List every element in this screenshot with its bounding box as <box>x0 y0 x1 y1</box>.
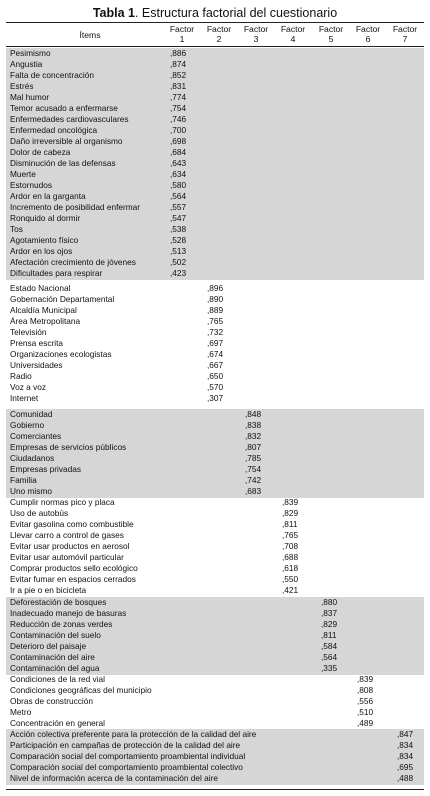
factor-loading-value: ,564 <box>170 191 187 201</box>
factor-loading-value: ,697 <box>207 338 224 348</box>
table-row <box>6 147 424 158</box>
factor-loading-value: ,811 <box>321 630 337 640</box>
table-row <box>6 224 424 235</box>
item-label: Evitar usar automóvil particular <box>10 552 124 562</box>
factor-loading-value: ,774 <box>170 92 187 102</box>
item-label: Contaminación del suelo <box>10 630 101 640</box>
item-label: Estrés <box>10 81 34 91</box>
factor-loading-value: ,785 <box>245 453 262 463</box>
factor-loading-value: ,557 <box>170 202 187 212</box>
item-label: Comerciantes <box>10 431 62 441</box>
factor-3-group <box>6 409 424 498</box>
factor-loading-value: ,829 <box>282 508 299 518</box>
column-header-factor-number: 5 <box>328 34 334 44</box>
factor-loading-value: ,831 <box>170 81 187 91</box>
factor-loading-value: ,837 <box>321 608 338 618</box>
table-row <box>6 268 424 279</box>
table-row <box>6 393 424 404</box>
factor-loading-value: ,564 <box>321 652 338 662</box>
item-label: Acción colectiva preferente para la protección de la calidad del aire <box>10 729 257 739</box>
column-header-items: Ítems <box>79 30 101 40</box>
factor-6-group <box>6 674 424 730</box>
item-label: Alcaldía Municipal <box>10 305 77 315</box>
column-header-factor-number: 4 <box>290 34 296 44</box>
factor-loading-value: ,688 <box>282 552 299 562</box>
table-row <box>6 762 424 773</box>
table-row <box>6 663 424 674</box>
item-label: Condiciones de la red vial <box>10 674 106 684</box>
item-label: Estornudos <box>10 180 52 190</box>
item-label: Comparación social del comportamiento proambiental individual <box>10 751 246 761</box>
factor-loading-value: ,667 <box>207 360 224 370</box>
table-row <box>6 136 424 147</box>
table-row <box>6 608 424 619</box>
column-header-factor-2 <box>199 24 239 44</box>
factor-loading-value: ,510 <box>357 707 374 717</box>
item-label: Televisión <box>10 327 47 337</box>
table-row <box>6 674 424 685</box>
table-title <box>0 6 430 20</box>
factor-loading-value: ,423 <box>170 268 187 278</box>
factor-loading-value: ,808 <box>357 685 374 695</box>
factor-loading-value: ,829 <box>321 619 338 629</box>
column-header-factor-label: Factor <box>355 24 381 34</box>
table-row <box>6 652 424 663</box>
table-row <box>6 696 424 707</box>
table-row <box>6 409 424 420</box>
table-bottom-rule <box>6 789 424 790</box>
item-label: Área Metropolitana <box>10 316 81 326</box>
table-row <box>6 751 424 762</box>
factor-loading-value: ,538 <box>170 224 187 234</box>
factor-loading-value: ,550 <box>282 574 299 584</box>
table-row <box>6 641 424 652</box>
table-row <box>6 48 424 59</box>
factor-loading-value: ,765 <box>207 316 224 326</box>
table-row <box>6 552 424 563</box>
item-label: Uso de autobús <box>10 508 69 518</box>
factor-loading-value: ,889 <box>207 305 224 315</box>
item-label: Enfermedad oncológica <box>10 125 98 135</box>
factor-loading-value: ,832 <box>245 431 262 441</box>
item-label: Ciudadanos <box>10 453 55 463</box>
item-label: Mal humor <box>10 92 50 102</box>
item-label: Afectación crecimiento de jóvenes <box>10 257 136 267</box>
item-label: Disminución de las defensas <box>10 158 116 168</box>
table-row <box>6 169 424 180</box>
table-row <box>6 360 424 371</box>
item-label: Comunidad <box>10 409 53 419</box>
item-label: Evitar fumar en espacios cerrados <box>10 574 136 584</box>
column-header-factor-label: Factor <box>392 24 418 34</box>
factor-loading-value: ,547 <box>170 213 187 223</box>
item-label: Ronquido al dormir <box>10 213 81 223</box>
item-label: Deforestación de bosques <box>10 597 107 607</box>
factor-loading-value: ,746 <box>170 114 187 124</box>
item-label: Enfermedades cardiovasculares <box>10 114 129 124</box>
item-label: Muerte <box>10 169 36 179</box>
table-row <box>6 574 424 585</box>
table-row <box>6 202 424 213</box>
table-row <box>6 191 424 202</box>
factor-loading-value: ,896 <box>207 283 224 293</box>
factor-loading-value: ,839 <box>357 674 374 684</box>
item-label: Nivel de información acerca de la contaminación del aire <box>10 773 218 783</box>
factor-loading-value: ,489 <box>357 718 374 728</box>
table-row <box>6 773 424 784</box>
header-top-rule <box>6 22 424 23</box>
item-label: Llevar carro a control de gases <box>10 530 124 540</box>
item-label: Evitar gasolina como combustible <box>10 519 134 529</box>
item-label: Contaminación del agua <box>10 663 100 673</box>
factor-loading-value: ,811 <box>282 519 298 529</box>
table-row <box>6 382 424 393</box>
header-bottom-rule <box>6 46 424 47</box>
factor-loading-value: ,650 <box>207 371 224 381</box>
table-row <box>6 519 424 530</box>
column-header-factor-label: Factor <box>169 24 195 34</box>
column-header-factor-number: 6 <box>365 34 371 44</box>
factor-5-group <box>6 597 424 675</box>
item-label: Voz a voz <box>10 382 46 392</box>
factor-loading-value: ,684 <box>170 147 187 157</box>
item-label: Falta de concentración <box>10 70 94 80</box>
table-row <box>6 338 424 349</box>
factor-loading-value: ,852 <box>170 70 187 80</box>
factor-2-group <box>6 283 424 405</box>
factor-loading-value: ,742 <box>245 475 262 485</box>
factor-loading-value: ,847 <box>397 729 414 739</box>
factor-loading-value: ,580 <box>170 180 187 190</box>
item-label: Dificultades para respirar <box>10 268 103 278</box>
item-label: Participación en campañas de protección de la calidad del aire <box>10 740 241 750</box>
item-label: Contaminación del aire <box>10 652 95 662</box>
table-row <box>6 294 424 305</box>
factor-loading-value: ,834 <box>397 740 414 750</box>
item-label: Concentración en general <box>10 718 106 728</box>
factor-loading-value: ,307 <box>207 393 224 403</box>
table-row <box>6 70 424 81</box>
item-label: Ardor en la garganta <box>10 191 86 201</box>
factor-loading-value: ,754 <box>245 464 262 474</box>
column-header-factor-3 <box>236 24 276 44</box>
factor-loading-value: ,834 <box>397 751 414 761</box>
item-label: Metro <box>10 707 32 717</box>
table-title-label: Tabla 1 <box>92 6 135 20</box>
table-row <box>6 453 424 464</box>
table-row <box>6 305 424 316</box>
table-row <box>6 257 424 268</box>
factor-loading-value: ,556 <box>357 696 374 706</box>
item-label: Prensa escrita <box>10 338 64 348</box>
table-row <box>6 213 424 224</box>
table-row <box>6 59 424 70</box>
factor-loading-value: ,874 <box>170 59 187 69</box>
factor-loading-value: ,732 <box>207 327 224 337</box>
factor-loading-value: ,683 <box>245 486 262 496</box>
table-row <box>6 508 424 519</box>
table-row <box>6 707 424 718</box>
table-row <box>6 420 424 431</box>
table-row <box>6 349 424 360</box>
table-row <box>6 619 424 630</box>
table-row <box>6 718 424 729</box>
factor-loading-value: ,807 <box>245 442 262 452</box>
column-header-factor-1 <box>162 24 202 44</box>
factor-loading-value: ,335 <box>321 663 338 673</box>
table-row <box>6 235 424 246</box>
factor-loading-value: ,674 <box>207 349 224 359</box>
table-row <box>6 316 424 327</box>
factor-loading-value: ,839 <box>282 497 299 507</box>
item-label: Cumplir normas pico y placa <box>10 497 115 507</box>
item-label: Deterioro del paisaje <box>10 641 87 651</box>
factor-loading-value: ,765 <box>282 530 299 540</box>
item-label: Inadecuado manejo de basuras <box>10 608 127 618</box>
item-label: Comprar productos sello ecológico <box>10 563 138 573</box>
factor-loading-value: ,880 <box>321 597 338 607</box>
factor-loading-value: ,700 <box>170 125 187 135</box>
factor-loading-value: ,890 <box>207 294 224 304</box>
factor-loading-value: ,584 <box>321 641 338 651</box>
table-row <box>6 597 424 608</box>
column-header-factor-number: 1 <box>179 34 185 44</box>
item-label: Uno mismo <box>10 486 52 496</box>
table-row <box>6 180 424 191</box>
item-label: Universidades <box>10 360 63 370</box>
table-row <box>6 442 424 453</box>
item-label: Internet <box>10 393 39 403</box>
factor-7-group <box>6 729 424 785</box>
item-label: Empresas privadas <box>10 464 82 474</box>
table-row <box>6 475 424 486</box>
table-row <box>6 740 424 751</box>
table-row <box>6 114 424 125</box>
factor-loading-value: ,754 <box>170 103 187 113</box>
column-header-factor-4 <box>273 24 313 44</box>
table-row <box>6 729 424 740</box>
item-label: Daño irreversible al organismo <box>10 136 123 146</box>
factor-loading-value: ,643 <box>170 158 187 168</box>
item-label: Condiciones geográficas del municipio <box>10 685 152 695</box>
table-row <box>6 464 424 475</box>
table-row <box>6 530 424 541</box>
factor-1-group <box>6 48 424 280</box>
item-label: Agotamiento físico <box>10 235 79 245</box>
item-label: Angustia <box>10 59 43 69</box>
column-header-factor-5 <box>311 24 351 44</box>
item-label: Organizaciones ecologistas <box>10 349 112 359</box>
column-header-factor-label: Factor <box>280 24 306 34</box>
table-title-text: . Estructura factorial del cuestionario <box>134 6 338 20</box>
item-label: Incremento de posibilidad enfermar <box>10 202 141 212</box>
table-row <box>6 630 424 641</box>
column-header-factor-6 <box>348 24 388 44</box>
table-row <box>6 158 424 169</box>
item-label: Empresas de servicios públicos <box>10 442 127 452</box>
factor-loading-value: ,634 <box>170 169 187 179</box>
table-row <box>6 246 424 257</box>
table-row <box>6 81 424 92</box>
column-header-factor-label: Factor <box>318 24 344 34</box>
table-row <box>6 486 424 497</box>
factor-loading-value: ,838 <box>245 420 262 430</box>
table-row <box>6 327 424 338</box>
table-row <box>6 541 424 552</box>
factor-loading-value: ,698 <box>170 136 187 146</box>
factor-loading-value: ,528 <box>170 235 187 245</box>
item-label: Familia <box>10 475 37 485</box>
item-label: Pesimismo <box>10 48 51 58</box>
factor-loading-value: ,848 <box>245 409 262 419</box>
item-label: Reducción de zonas verdes <box>10 619 113 629</box>
table-row <box>6 103 424 114</box>
column-header-factor-label: Factor <box>243 24 269 34</box>
item-label: Ir a pie o en bicicleta <box>10 585 87 595</box>
table-row <box>6 125 424 136</box>
factor-loading-value: ,570 <box>207 382 224 392</box>
table-row <box>6 431 424 442</box>
table-row <box>6 283 424 294</box>
factor-loading-value: ,695 <box>397 762 414 772</box>
item-label: Radio <box>10 371 32 381</box>
item-label: Estado Nacional <box>10 283 71 293</box>
column-header-factor-label: Factor <box>206 24 232 34</box>
item-label: Obras de construcción <box>10 696 94 706</box>
item-label: Temor acusado a enfermarse <box>10 103 118 113</box>
table-row <box>6 497 424 508</box>
item-label: Gobernación Departamental <box>10 294 115 304</box>
item-label: Tos <box>10 224 23 234</box>
factor-loading-value: ,421 <box>282 585 299 595</box>
table-row <box>6 685 424 696</box>
item-label: Evitar usar productos en aerosol <box>10 541 130 551</box>
factor-loading-value: ,502 <box>170 257 187 267</box>
factor-loading-value: ,488 <box>397 773 414 783</box>
table-row <box>6 92 424 103</box>
factor-loading-value: ,618 <box>282 563 299 573</box>
factor-loading-value: ,886 <box>170 48 187 58</box>
factor-4-group <box>6 497 424 597</box>
table-row <box>6 371 424 382</box>
item-label: Dolor de cabeza <box>10 147 71 157</box>
column-header-factor-7 <box>385 24 425 44</box>
column-header-factor-number: 3 <box>253 34 259 44</box>
item-label: Comparación social del comportamiento proambiental colectivo <box>10 762 243 772</box>
item-label: Gobierno <box>10 420 45 430</box>
factor-loading-value: ,708 <box>282 541 299 551</box>
factor-loading-value: ,513 <box>170 246 187 256</box>
column-header-factor-number: 2 <box>216 34 222 44</box>
item-label: Ardor en los ojos <box>10 246 73 256</box>
table-row <box>6 585 424 596</box>
table-row <box>6 563 424 574</box>
column-header-factor-number: 7 <box>402 34 408 44</box>
